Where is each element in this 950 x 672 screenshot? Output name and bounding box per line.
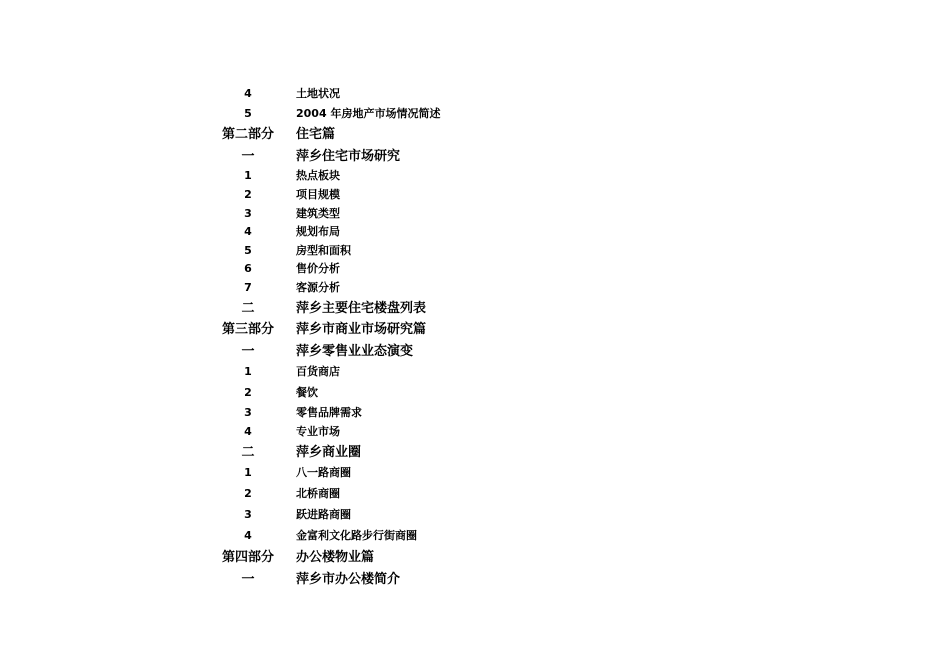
toc-item-title: 专业市场	[296, 425, 340, 438]
toc-item-row	[0, 364, 950, 384]
toc-part-number: 第二部分	[222, 127, 275, 142]
toc-section-number: 一	[241, 149, 255, 164]
toc-item-title: 2004 年房地产市场情况简述	[296, 107, 441, 120]
toc-section-row	[0, 148, 950, 168]
toc-item-number: 4	[244, 425, 252, 438]
toc-item-title: 餐饮	[296, 386, 318, 399]
toc-item-title: 热点板块	[296, 169, 340, 182]
toc-item-row	[0, 106, 950, 126]
toc-item-number: 2	[244, 188, 252, 201]
toc-item-row	[0, 424, 950, 444]
toc-part-title: 住宅篇	[296, 127, 336, 142]
toc-section-title: 萍乡商业圈	[296, 445, 362, 460]
toc-item-number: 3	[244, 207, 252, 220]
toc-item-number: 1	[244, 365, 252, 378]
toc-part-row	[0, 126, 950, 146]
toc-item-number: 4	[244, 529, 252, 542]
toc-item-title: 百货商店	[296, 365, 340, 378]
toc-section-title: 萍乡住宅市场研究	[296, 149, 401, 164]
toc-item-number: 3	[244, 508, 252, 521]
toc-part-row	[0, 549, 950, 569]
toc-item-row	[0, 465, 950, 485]
toc-item-row	[0, 385, 950, 405]
toc-item-title: 北桥商圈	[296, 487, 340, 500]
toc-part-number: 第三部分	[222, 322, 275, 337]
toc-section-number: 二	[241, 301, 255, 316]
toc-section-row	[0, 300, 950, 320]
toc-section-number: 一	[241, 572, 255, 587]
toc-item-row	[0, 168, 950, 188]
toc-item-number: 7	[244, 281, 252, 294]
toc-item-title: 房型和面积	[296, 244, 351, 257]
toc-item-row	[0, 187, 950, 207]
toc-item-row	[0, 261, 950, 281]
toc-part-number: 第四部分	[222, 550, 275, 565]
toc-section-title: 萍乡市办公楼简介	[296, 572, 401, 587]
toc-item-title: 售价分析	[296, 262, 340, 275]
toc-part-title: 办公楼物业篇	[296, 550, 375, 565]
toc-item-title: 金富利文化路步行街商圈	[296, 529, 417, 542]
toc-section-row	[0, 343, 950, 363]
toc-item-title: 八一路商圈	[296, 466, 351, 479]
toc-section-title: 萍乡主要住宅楼盘列表	[296, 301, 427, 316]
toc-item-row	[0, 86, 950, 106]
toc-item-title: 项目规模	[296, 188, 340, 201]
toc-item-title: 零售品牌需求	[296, 406, 362, 419]
toc-item-number: 6	[244, 262, 252, 275]
toc-item-title: 客源分析	[296, 281, 340, 294]
toc-item-row	[0, 206, 950, 226]
toc-item-number: 3	[244, 406, 252, 419]
toc-item-title: 土地状况	[296, 87, 340, 100]
toc-item-row	[0, 243, 950, 263]
toc-section-number: 一	[241, 344, 255, 359]
toc-item-number: 2	[244, 487, 252, 500]
toc-item-row	[0, 405, 950, 425]
toc-item-title: 规划布局	[296, 225, 340, 238]
toc-item-number: 1	[244, 466, 252, 479]
toc-item-number: 4	[244, 225, 252, 238]
toc-item-number: 1	[244, 169, 252, 182]
toc-section-title: 萍乡零售业业态演变	[296, 344, 414, 359]
toc-item-number: 5	[244, 107, 252, 120]
toc-section-row	[0, 571, 950, 591]
toc-item-row	[0, 507, 950, 527]
toc-item-number: 4	[244, 87, 252, 100]
toc-section-row	[0, 444, 950, 464]
toc-item-number: 2	[244, 386, 252, 399]
toc-part-row	[0, 321, 950, 341]
toc-part-title: 萍乡市商业市场研究篇	[296, 322, 427, 337]
toc-item-title: 跃进路商圈	[296, 508, 351, 521]
toc-section-number: 二	[241, 445, 255, 460]
toc-item-row	[0, 280, 950, 300]
toc-item-row	[0, 224, 950, 244]
toc-item-title: 建筑类型	[296, 207, 340, 220]
toc-item-row	[0, 528, 950, 548]
toc-item-row	[0, 486, 950, 506]
toc-item-number: 5	[244, 244, 252, 257]
